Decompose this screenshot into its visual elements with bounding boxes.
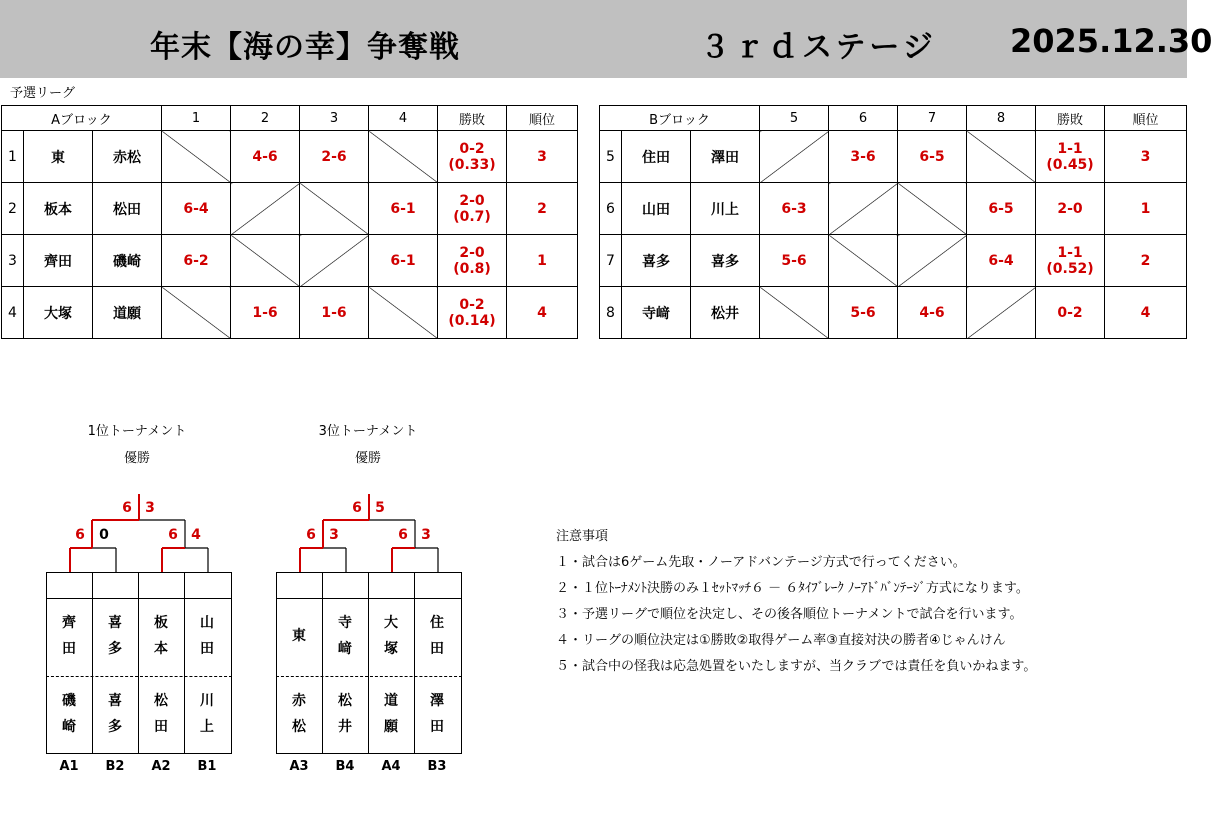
- empty-cell: [898, 183, 967, 235]
- block-b-name: Bブロック: [600, 106, 760, 131]
- match-score: 6-5: [967, 183, 1036, 235]
- self-match-cell: [898, 235, 967, 287]
- player-name: 道願: [93, 287, 162, 339]
- t1-seed: A1: [59, 759, 79, 774]
- t3-semi-left-score-opp: 3: [329, 527, 339, 543]
- self-match-cell: [300, 235, 369, 287]
- winloss: 1-1: [1057, 140, 1083, 157]
- match-score: 6-2: [162, 235, 231, 287]
- player-name: 喜多: [622, 235, 691, 287]
- char: 塚: [384, 641, 398, 657]
- row-number: 5: [600, 131, 622, 183]
- t3-player-top: [322, 610, 368, 662]
- table-row: [2, 235, 578, 287]
- rank-cell: 1: [1105, 183, 1187, 235]
- t1-final-score-left: 6: [122, 500, 132, 516]
- t3-seed: B4: [335, 759, 355, 774]
- winloss: 0-2: [459, 140, 485, 157]
- char: 川: [200, 693, 214, 709]
- match-score: 5-6: [760, 235, 829, 287]
- char: 道: [384, 693, 398, 709]
- player-name: 赤松: [93, 131, 162, 183]
- t1-semi-left-score-opp: 0: [99, 527, 109, 543]
- t3-bracket-lines: [270, 490, 470, 575]
- char: 山: [200, 615, 214, 631]
- char: 寺: [338, 615, 352, 631]
- t3-seed: A4: [381, 759, 401, 774]
- char: 田: [430, 641, 444, 657]
- rank-cell: 1: [507, 235, 578, 287]
- rank-cell: 4: [507, 287, 578, 339]
- t1-player-top: [184, 610, 230, 662]
- t1-player-bottom: [184, 688, 230, 740]
- self-match-cell: [967, 287, 1036, 339]
- player-name: 磯崎: [93, 235, 162, 287]
- t3-winner-label: 優勝: [354, 451, 381, 466]
- char: 崎: [62, 719, 76, 735]
- match-score: 6-3: [760, 183, 829, 235]
- t1-seed: B2: [105, 759, 125, 774]
- t3-final-score-right: 5: [375, 500, 385, 516]
- match-score: 1-6: [231, 287, 300, 339]
- self-match-cell: [829, 183, 898, 235]
- char: 大: [384, 615, 398, 631]
- t3-player-top: [414, 610, 460, 662]
- winloss-cell: [438, 183, 507, 235]
- event-date: 2025.12.30: [1010, 22, 1212, 60]
- table-row: [600, 131, 1187, 183]
- t3-seed: B3: [427, 759, 447, 774]
- winloss-cell: 2-0: [1036, 183, 1105, 235]
- player-name: 山田: [622, 183, 691, 235]
- char: 松: [338, 693, 352, 709]
- match-score: 4-6: [898, 287, 967, 339]
- match-score: 1-6: [300, 287, 369, 339]
- t3-semi-right-score-opp: 3: [421, 527, 431, 543]
- winloss-header: 勝敗: [1036, 106, 1105, 131]
- rank-cell: 2: [507, 183, 578, 235]
- char: 喜: [108, 615, 122, 631]
- game-rate: (0.52): [1046, 260, 1094, 277]
- t1-player-top: [92, 610, 138, 662]
- player-name: 澤田: [691, 131, 760, 183]
- player-name: 川上: [691, 183, 760, 235]
- col-header: 5: [760, 106, 829, 131]
- t3-seed: A3: [289, 759, 309, 774]
- player-name: 板本: [24, 183, 93, 235]
- match-score: 3-6: [829, 131, 898, 183]
- table-row: [2, 287, 578, 339]
- t3-player-top: [276, 623, 322, 649]
- row-number: 3: [2, 235, 24, 287]
- t3-player-bottom: [414, 688, 460, 740]
- col-header: 2: [231, 106, 300, 131]
- char: 赤: [292, 693, 306, 709]
- t1-semi-right-score-opp: 4: [191, 527, 201, 543]
- t1-bracket-lines: [40, 490, 240, 575]
- stage-label: ３ｒｄステージ: [700, 30, 937, 65]
- t1-winner-label: 優勝: [123, 451, 150, 466]
- league-label: 予選リーグ: [10, 86, 76, 101]
- note-item: １・試合は6ゲーム先取・ノーアドバンテージ方式で行ってください。: [556, 555, 966, 570]
- char: 磯: [62, 693, 76, 709]
- char: 﨑: [338, 641, 352, 657]
- row-number: 6: [600, 183, 622, 235]
- match-score: 6-5: [898, 131, 967, 183]
- winloss: 0-2: [459, 296, 485, 313]
- char: 東: [292, 628, 306, 644]
- winloss-cell: [1036, 131, 1105, 183]
- col-header: 3: [300, 106, 369, 131]
- char: 井: [338, 719, 352, 735]
- row-number: 1: [2, 131, 24, 183]
- row-number: 2: [2, 183, 24, 235]
- t3-title: 3位トーナメント: [318, 424, 418, 439]
- char: 板: [154, 615, 168, 631]
- player-name: 大塚: [24, 287, 93, 339]
- divider: [46, 598, 232, 599]
- t3-player-bottom: [322, 688, 368, 740]
- t1-player-bottom: [138, 688, 184, 740]
- winloss: 2-0: [459, 192, 485, 209]
- table-row: [2, 131, 578, 183]
- rank-cell: 3: [507, 131, 578, 183]
- t3-semi-right-score: 6: [398, 527, 408, 543]
- empty-cell: [760, 287, 829, 339]
- game-rate: (0.8): [453, 260, 491, 277]
- winloss: 1-1: [1057, 244, 1083, 261]
- empty-cell: [231, 235, 300, 287]
- self-match-cell: [760, 131, 829, 183]
- row-number: 8: [600, 287, 622, 339]
- char: 本: [154, 641, 168, 657]
- note-item: ３・予選リーグで順位を決定し、その後各順位トーナメントで試合を行います。: [556, 607, 1023, 622]
- match-score: 6-4: [162, 183, 231, 235]
- player-name: 住田: [622, 131, 691, 183]
- divider: [276, 598, 462, 599]
- char: 松: [292, 719, 306, 735]
- t1-seed: B1: [197, 759, 217, 774]
- winloss-header: 勝敗: [438, 106, 507, 131]
- note-item: ２・１位ﾄｰﾅﾒﾝﾄ決勝のみ１ｾｯﾄﾏｯﾁ６ － ６ﾀｲﾌﾞﾚｰｸ ﾉｰｱﾄﾞﾊﾞﾝﾃｰｼﾞ方式になります。: [556, 581, 1029, 596]
- match-score: 6-1: [369, 235, 438, 287]
- char: 松: [154, 693, 168, 709]
- char: 多: [108, 641, 122, 657]
- self-match-cell: [231, 183, 300, 235]
- game-rate: (0.7): [453, 208, 491, 225]
- winloss-cell: [438, 235, 507, 287]
- game-rate: (0.45): [1046, 156, 1094, 173]
- player-name: 松田: [93, 183, 162, 235]
- winloss-cell: [438, 287, 507, 339]
- col-header: 6: [829, 106, 898, 131]
- block-a-table: [1, 105, 578, 339]
- char: 喜: [108, 693, 122, 709]
- table-row: [2, 183, 578, 235]
- match-score: 2-6: [300, 131, 369, 183]
- col-header: 7: [898, 106, 967, 131]
- t1-final-score-right: 3: [145, 500, 155, 516]
- col-header: 1: [162, 106, 231, 131]
- t3-player-bottom: [276, 688, 322, 740]
- rank-header: 順位: [1105, 106, 1187, 131]
- block-a-name: Aブロック: [2, 106, 162, 131]
- match-score: 5-6: [829, 287, 898, 339]
- empty-cell: [162, 287, 231, 339]
- rank-header: 順位: [507, 106, 578, 131]
- self-match-cell: [369, 287, 438, 339]
- match-score: 6-4: [967, 235, 1036, 287]
- t3-semi-left-score: 6: [306, 527, 316, 543]
- t1-player-bottom: [46, 688, 92, 740]
- char: 願: [384, 719, 398, 735]
- table-row: [600, 287, 1187, 339]
- notes-section: [556, 524, 1036, 680]
- player-name: 東: [24, 131, 93, 183]
- rank-cell: 3: [1105, 131, 1187, 183]
- t1-player-top: [138, 610, 184, 662]
- table-row: [600, 235, 1187, 287]
- winloss-cell: [438, 131, 507, 183]
- col-header: 4: [369, 106, 438, 131]
- note-item: ５・試合中の怪我は応急処置をいたしますが、当クラブでは責任を負いかねます。: [556, 659, 1037, 674]
- winloss-cell: 0-2: [1036, 287, 1105, 339]
- row-number: 4: [2, 287, 24, 339]
- empty-cell: [829, 235, 898, 287]
- empty-cell: [300, 183, 369, 235]
- player-name: 喜多: [691, 235, 760, 287]
- winloss-cell: [1036, 235, 1105, 287]
- block-b-table: [599, 105, 1187, 339]
- notes-title: 注意事項: [556, 529, 609, 544]
- empty-cell: [967, 131, 1036, 183]
- page-title: 年末【海の幸】争奪戦: [150, 30, 460, 65]
- self-match-cell: [162, 131, 231, 183]
- char: 田: [430, 719, 444, 735]
- char: 田: [200, 641, 214, 657]
- rank-cell: 4: [1105, 287, 1187, 339]
- match-score: 6-1: [369, 183, 438, 235]
- player-name: 松井: [691, 287, 760, 339]
- t1-semi-left-score: 6: [75, 527, 85, 543]
- table-row: [600, 183, 1187, 235]
- t1-title: 1位トーナメント: [87, 424, 187, 439]
- rank-cell: 2: [1105, 235, 1187, 287]
- char: 住: [430, 615, 444, 631]
- t3-player-top: [368, 610, 414, 662]
- divider: [276, 676, 462, 677]
- game-rate: (0.33): [448, 156, 496, 173]
- t1-semi-right-score: 6: [168, 527, 178, 543]
- t1-player-bottom: [92, 688, 138, 740]
- char: 田: [62, 641, 76, 657]
- match-score: 4-6: [231, 131, 300, 183]
- t3-player-bottom: [368, 688, 414, 740]
- col-header: 8: [967, 106, 1036, 131]
- player-name: 齊田: [24, 235, 93, 287]
- divider: [46, 676, 232, 677]
- winloss: 2-0: [459, 244, 485, 261]
- char: 多: [108, 719, 122, 735]
- char: 上: [200, 719, 214, 735]
- char: 田: [154, 719, 168, 735]
- t1-seed: A2: [151, 759, 171, 774]
- note-item: ４・リーグの順位決定は①勝敗②取得ゲーム率③直接対決の勝者④じゃんけん: [556, 633, 1006, 648]
- game-rate: (0.14): [448, 312, 496, 329]
- char: 澤: [430, 693, 444, 709]
- t3-final-score-left: 6: [352, 500, 362, 516]
- empty-cell: [369, 131, 438, 183]
- row-number: 7: [600, 235, 622, 287]
- char: 齊: [62, 615, 76, 631]
- t1-player-top: [46, 610, 92, 662]
- player-name: 寺﨑: [622, 287, 691, 339]
